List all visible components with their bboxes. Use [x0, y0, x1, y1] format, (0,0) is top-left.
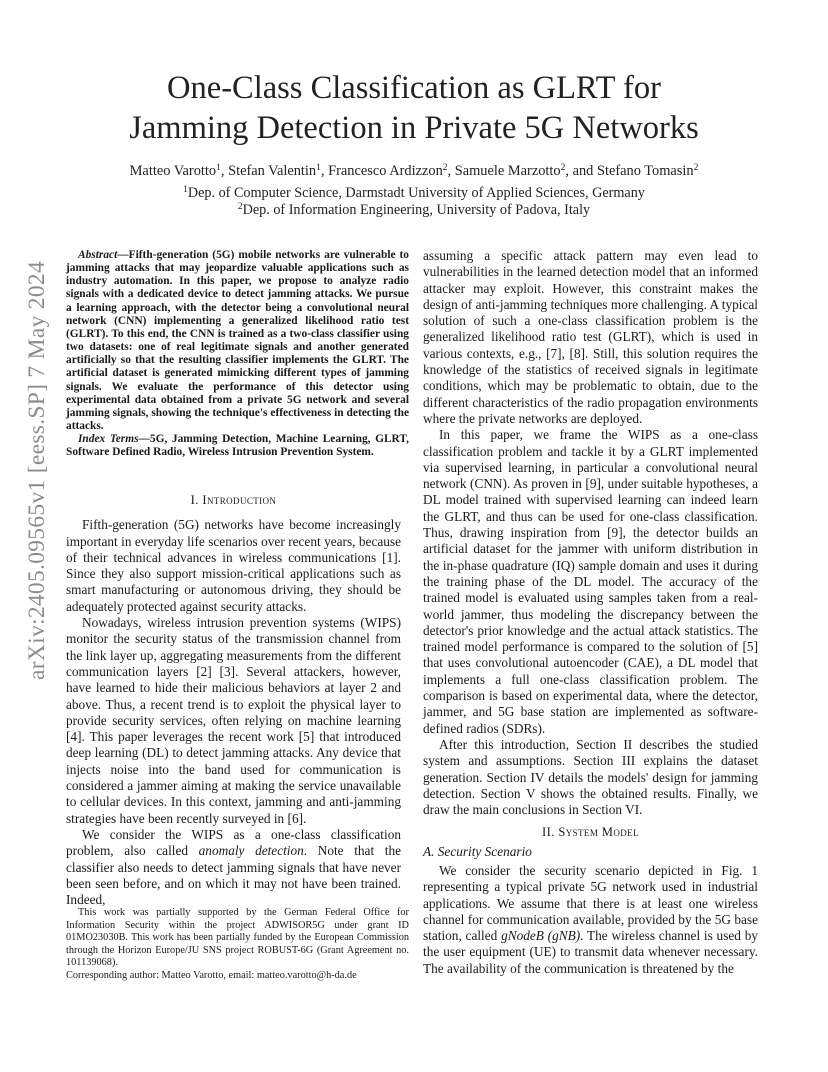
section-heading-introduction: I. Introduction: [190, 493, 277, 507]
paragraph: Fifth-generation (5G) networks have become increasingly important in everyday life scenarios over recent years, because of their technical advances in wireless communications [1]. Since they also support mission-critical applications such as smart manufacturing or autonomous driving, they should be adequately protected against security attacks.: [66, 517, 401, 614]
abstract-block: [66, 249, 409, 460]
author: Samuele Marzotto$^2$: [454, 163, 566, 179]
title-line-2: Jamming Detection in Private 5G Networks: [129, 110, 699, 146]
paragraph: assuming a specific attack pattern may even lead to vulnerabilities in the learned detection model that an informed attacker may exploit. However, this constraint makes the design of anti-jamming techniques more challenging. A typical solution of such a one-class classification problem is the generalized likelihood ratio test (GLRT), which is used in various contexts, e.g., [7], [8]. Still, this solution requires the knowledge of the statistics of received signals in legitimate conditions, which may be problematic to obtain, due to the different characteristics of the radio propagation environments where the private networks are deployed.: [423, 248, 758, 426]
paragraph: We consider the WIPS as a one-class classification problem, also called anomaly detection. Note that the classifier also needs to detect jamming signals that have never been seen before, and on which it may not have been trained. Indeed,: [66, 826, 401, 908]
funding-note: This work was partially supported by the German Federal Office for Information Security within the project ADWISOR5G under grant ID 01MO23030B. This work has been partially funded by the European Commission through the Horizon Europe/JU SNS project ROBUST-6G (Grant Agreement no. 101139068).: [66, 907, 409, 969]
right-column: [423, 248, 758, 977]
abstract: Abstract—Fifth-generation (5G) mobile networks are vulnerable to jamming attacks that may jeopardize valuable applications such as industry automation. In this paper, we propose to analyze radio signals with a dedicated device to detect jamming attacks. We pursue a learning approach, with the detector being a convolutional neural network (CNN) implementing a generalized likelihood ratio test (GLRT). To this end, the CNN is trained as a two-class classifier using two datasets: one of real legitimate signals and another generated artificially so that the resulting classifier implements the GLRT. The artificial dataset is generated mimicking different types of jamming signals. We evaluate the performance of this detector using experimental data obtained from a private 5G network and several jamming signals, showing the technique's effectiveness in detecting the attacks.: [66, 249, 409, 433]
title-line-1: One-Class Classification as GLRT for: [167, 70, 661, 106]
author: Francesco Ardizzon$^2$: [328, 163, 448, 179]
paragraph: In this paper, we frame the WIPS as a one-class classification problem and tackle it by a GLRT implemented via supervised learning, in particular a convolutional neural network (CNN). As proven in [9], under suitable hypotheses, a DL model trained with supervised learning can indeed learn the GLRT, and thus can be used for one-class classification. Thus, drawing inspiration from [9], the detector builds an artificial dataset for the jammer with uniform distribution in the in-phase quadrature (IQ) sample domain and uses it during the training phase of the DL model. The accuracy of the trained model is evaluated using samples taken from a real-world jammer, thus modeling the discrepancy between the detector's prior knowledge and the actual attack statistics. The trained model performance is compared to the solution of [5] that uses convolutional autoencoder (CAE), a DL model that implements a full one-class classification problem. The comparison is based on experimental data, where the detector, jammer, and 5G base station are implemented as software-defined radios (SDRs).: [423, 427, 758, 736]
paper-title: [90, 68, 738, 148]
corresponding-author-note: Corresponding author: Matteo Varotto, email: matteo.varotto@h-da.de: [66, 969, 357, 981]
left-column: [66, 492, 401, 908]
author: Matteo Varotto$^1$: [129, 163, 221, 179]
author: Stefan Valentin$^1$: [228, 163, 321, 179]
index-terms: Index Terms—5G, Jamming Detection, Machine Learning, GLRT, Software Defined Radio, Wireless Intrusion Prevention System.: [66, 433, 409, 459]
section-heading-system-model: II. System Model: [542, 825, 639, 840]
arxiv-identifier-stamp: arXiv:2405.09565v1 [eess.SP] 7 May 2024: [24, 260, 50, 680]
paragraph: We consider the security scenario depicted in Fig. 1 representing a typical private 5G network used in industrial applications. We assume that there is at least one wireless channel for communication available, provided by the 5G base station, called gNodeB (gNB). The wireless channel is used by the user equipment (UE) to transmit data whenever necessary. The availability of the communication is threatened by the: [423, 862, 758, 976]
affiliation-1: $^1$Dep. of Computer Science, Darmstadt University of Applied Sciences, Germany: [183, 185, 645, 201]
paragraph: Nowadays, wireless intrusion prevention systems (WIPS) monitor the security status of the transmission channel from the link layer up, aggregating measurements from the different communication layers [2] [3]. Several attackers, however, have learned to hide their malicious behaviors at layer 2 and above. Thus, a recent trend is to exploit the physical layer to provide security services, often relying on machine learning [4]. This paper leverages the recent work [5] that introduced deep learning (DL) to detect jamming attacks. Any device that injects noise into the band used for communication is considered a jammer aiming at making the service unavailable to cellular devices. In this context, jamming and anti-jamming strategies have been recently surveyed in [6].: [66, 615, 401, 826]
author: Stefano Tomasin$^2$: [596, 163, 699, 179]
subsection-heading: A. Security Scenario: [423, 843, 532, 859]
paragraph: After this introduction, Section II describes the studied system and assumptions. Section III explains the dataset generation. Section IV details the models' design for jamming detection. Section V shows the obtained results. Finally, we draw the main conclusions in Section VI.: [423, 736, 758, 818]
author-list: Matteo Varotto$^1$, Stefan Valentin$^1$, Francesco Ardizzon$^2$, Samuele Marzotto$^2$, and Stefano Tomasin$^2$: [129, 163, 699, 179]
footnote: [66, 907, 409, 983]
affiliation-2: $^2$Dep. of Information Engineering, University of Padova, Italy: [237, 202, 591, 218]
